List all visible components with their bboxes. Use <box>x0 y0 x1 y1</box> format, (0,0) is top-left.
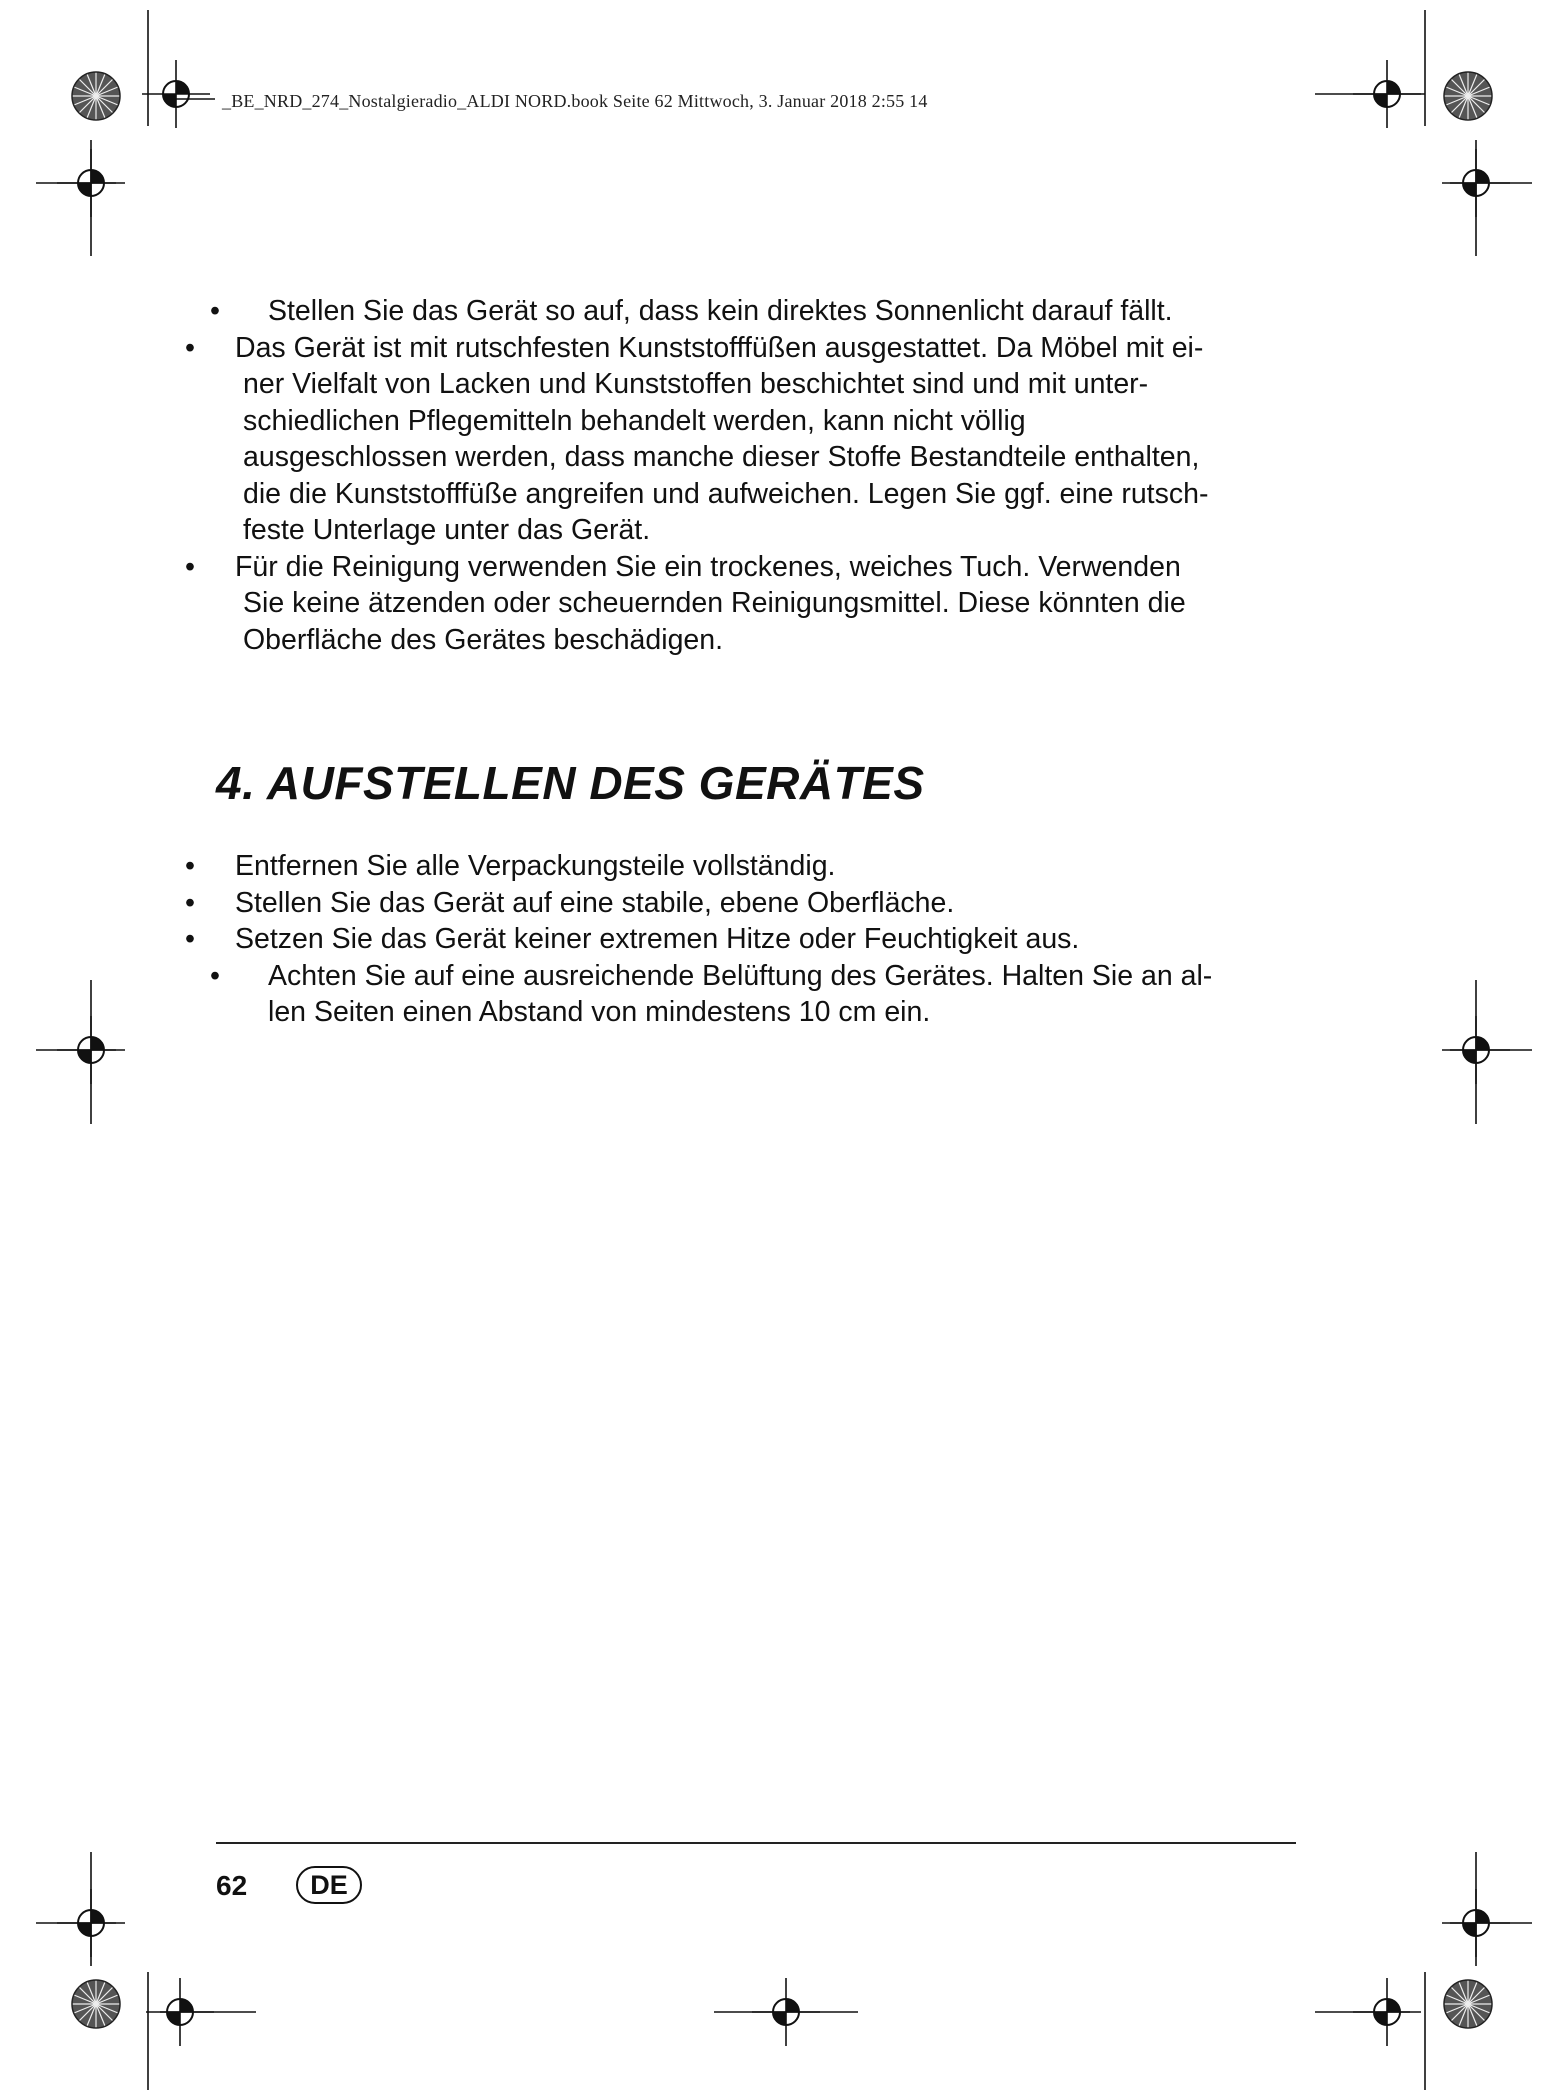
list-item <box>210 330 1320 549</box>
list-item-line: Oberfläche des Gerätes beschädigen. <box>243 623 724 656</box>
list-item-line: • Entfernen Sie alle Verpackungsteile vollständig. <box>235 848 1320 885</box>
care-instructions-list <box>210 293 1320 658</box>
list-item-line: len Seiten einen Abstand von mindestens 10 cm ein. <box>268 996 931 1028</box>
setup-instructions-list <box>210 848 1320 1031</box>
list-item-line: ausgeschlossen werden, dass manche dieser Stoffe Bestandteile enthalten, <box>243 441 1200 473</box>
language-badge: DE <box>296 1866 362 1904</box>
list-item-line: ner Vielfalt von Lacken und Kunststoffen beschichtet sind und mit unter- <box>243 368 1149 400</box>
section-heading: 4. AUFSTELLEN DES GERÄTES <box>216 757 925 809</box>
list-item-line: feste Unterlage unter das Gerät. <box>243 514 651 546</box>
footer-rule <box>216 1842 1296 1844</box>
list-item-line: • Achten Sie auf eine ausreichende Belüftung des Gerätes. Halten Sie an al- <box>235 958 1320 995</box>
list-item-line: • Stellen Sie das Gerät auf eine stabile, ebene Oberfläche. <box>235 885 1320 922</box>
list-item-line: Sie keine ätzenden oder scheuernden Reinigungsmittel. Diese könnten die <box>243 587 1186 619</box>
list-item-line: die die Kunststofffüße angreifen und aufweichen. Legen Sie ggf. eine rutsch- <box>243 477 1209 510</box>
list-item <box>210 549 1320 659</box>
list-item <box>210 885 1320 922</box>
list-item-line: • Setzen Sie das Gerät keiner extremen Hitze oder Feuchtigkeit aus. <box>235 921 1320 958</box>
list-item-line: • Stellen Sie das Gerät so auf, dass kein direktes Sonnenlicht darauf fällt. <box>235 293 1320 330</box>
list-item <box>210 921 1320 958</box>
page-number: 62 <box>216 1870 248 1901</box>
list-item-line: • Für die Reinigung verwenden Sie ein trockenes, weiches Tuch. Verwenden <box>235 549 1320 586</box>
list-item <box>210 293 1320 330</box>
list-item-line: • Das Gerät ist mit rutschfesten Kunststofffüßen ausgestattet. Da Möbel mit ei- <box>235 330 1320 367</box>
list-item <box>210 958 1320 1031</box>
print-slug: _BE_NRD_274_Nostalgieradio_ALDI NORD.book Seite 62 Mittwoch, 3. Januar 2018 2:55 14 <box>222 91 928 111</box>
list-item <box>210 848 1320 885</box>
list-item-line: schiedlichen Pflegemitteln behandelt werden, kann nicht völlig <box>243 404 1026 437</box>
